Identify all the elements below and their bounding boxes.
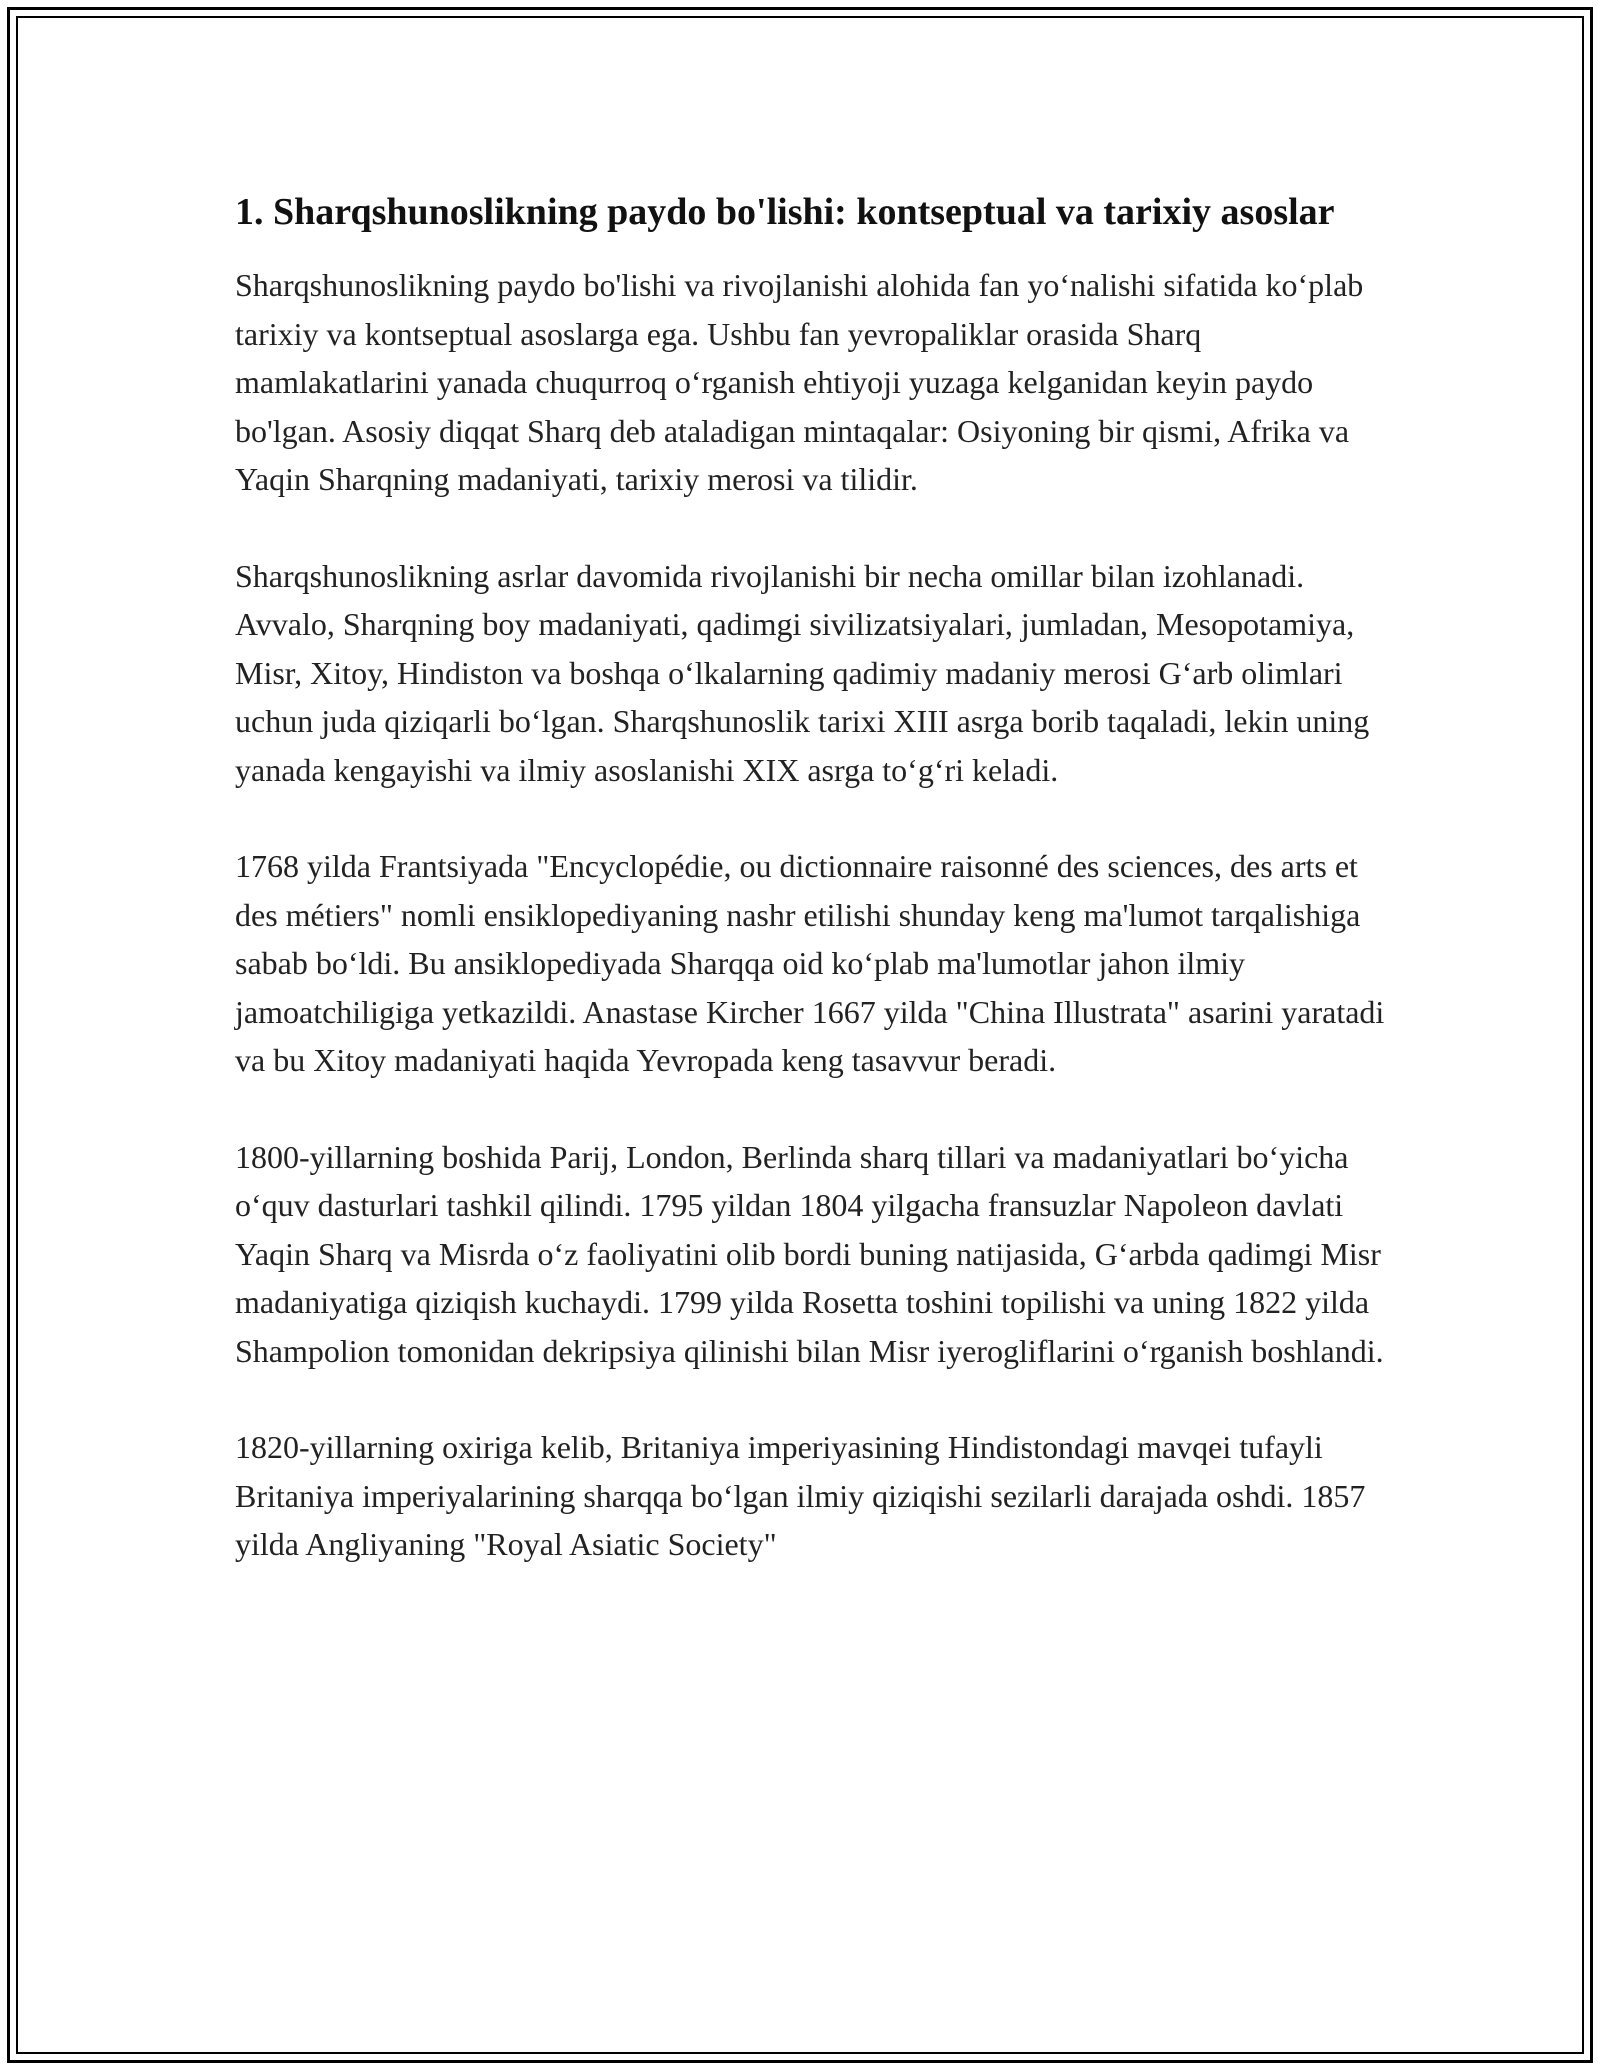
section-heading: 1. Sharqshunoslikning paydo bo'lishi: kontseptual va tarixiy asoslar: [235, 191, 1335, 233]
paragraph-5: 1820-yillarning oxiriga kelib, Britaniya imperiyasining Hindistondagi mavqei tufayli Britaniya imperiyalarining sharqqa bo‘lgan ilmiy qiziqishi sezilarli darajada oshdi. 1857 yilda Angliyaning "Royal Asiatic Society": [235, 1429, 1366, 1562]
document-body: [235, 185, 1385, 1569]
paragraph-4: 1800-yillarning boshida Parij, London, Berlinda sharq tillari va madaniyatlari bo‘yicha o‘quv dasturlari tashkil qilindi. 1795 yildan 1804 yilgacha fransuzlar Napoleon davlati Yaqin Sharq va Misrda o‘z faoliyatini olib bordi buning natijasida, G‘arbda qadimgi Misr madaniyatiga qiziqish kuchaydi. 1799 yilda Rosetta toshini topilishi va uning 1822 yilda Shampolion tomonidan dekripsiya qilinishi bilan Misr iyerogliflarini o‘rganish boshlandi.: [235, 1138, 1384, 1369]
paragraph-3: 1768 yilda Frantsiyada "Encyclopédie, ou dictionnaire raisonné des sciences, des arts et des métiers" nomli ensiklopediyaning nashr etilishi shunday keng ma'lumot tarqalishiga sabab bo‘ldi. Bu ansiklopediyada Sharqqa oid ko‘plab ma'lumotlar jahon ilmiy jamoatchiligiga yetkazildi. Anastase Kircher 1667 yilda "China Illustrata" asarini yaratadi va bu Xitoy madaniyati haqida Yevropada keng tasavvur beradi.: [235, 848, 1385, 1078]
paragraph-1: Sharqshunoslikning paydo bo'lishi va rivojlanishi alohida fan yo‘nalishi sifatida ko‘plab tarixiy va kontseptual asoslarga ega. Ushbu fan yevropaliklar orasida Sharq mamlakatlarini yanada chuqurroq o‘rganish ehtiyoji yuzaga kelganidan keyin paydo bo'lgan. Asosiy diqqat Sharq deb ataladigan mintaqalar: Osiyoning bir qismi, Afrika va Yaqin Sharqning madaniyati, tarixiy merosi va tilidir.: [235, 267, 1364, 497]
paragraph-2: Sharqshunoslikning asrlar davomida rivojlanishi bir necha omillar bilan izohlanadi. Avvalo, Sharqning boy madaniyati, qadimgi sivilizatsiyalari, jumladan, Mesopotamiya, Misr, Xitoy, Hindiston va boshqa o‘lkalarning qadimiy madaniy merosi G‘arb olimlari uchun juda qiziqarli bo‘lgan. Sharqshunoslik tarixi XIII asrga borib taqaladi, lekin uning yanada kengayishi va ilmiy asoslanishi XIX asrga to‘g‘ri keladi.: [235, 557, 1370, 788]
